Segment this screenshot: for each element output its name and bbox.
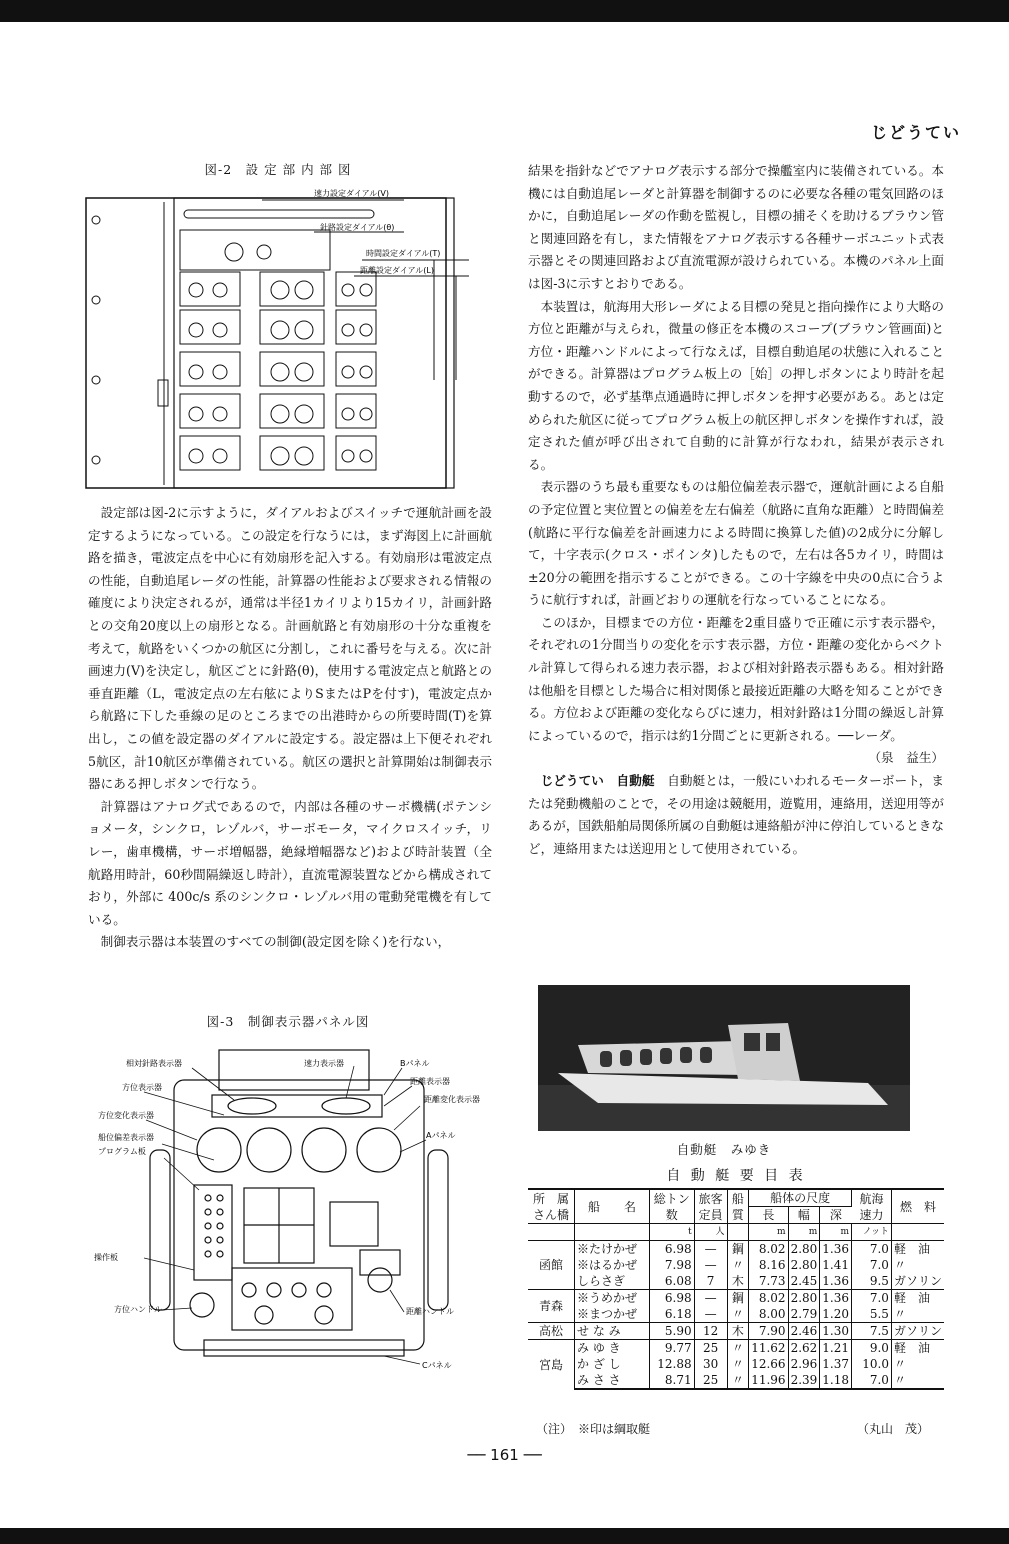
fig3-label-c-panel: Cパネル [422,1361,452,1370]
unit-cell: 人 [694,1224,727,1241]
table-row [528,1323,944,1340]
depth-cell: 1.36 [820,1241,852,1258]
tonnage-cell: 9.77 [650,1340,695,1357]
unit-cell [575,1224,650,1241]
name-cell: せ な み [575,1323,650,1340]
fig3-label-bearing-handle: 方位ハンドル [114,1305,162,1314]
table-row [528,1273,944,1290]
capacity-cell: — [694,1241,727,1258]
figure-2-caption: 図-2 設 定 部 内 部 図 [204,162,352,177]
speed-cell: 5.5 [852,1306,892,1323]
tonnage-cell: 6.08 [650,1273,695,1290]
name-cell: ※はるかぜ [575,1257,650,1273]
col-speed: 航海速力 [852,1189,892,1224]
col-tonnage: 総トン数 [650,1189,695,1224]
speed-cell: 7.0 [852,1257,892,1273]
author-signature: （泉 益生） [868,750,944,766]
tonnage-cell: 5.90 [650,1323,695,1340]
photo-caption: 自動艇 みゆき [676,1142,772,1157]
width-cell: 2.80 [788,1241,820,1258]
col-dimensions: 船体の尺度 [749,1189,852,1207]
fig3-label-b-panel: Bパネル [400,1059,430,1068]
material-cell: 木 [727,1323,749,1340]
fig2-label-l-dial: 距離設定ダイアル(L) [360,266,434,275]
material-cell: 鋼 [727,1290,749,1307]
dictionary-entry [528,770,944,860]
fig3-label-bearing-change: 方位変化表示器 [98,1111,154,1120]
name-cell: しらさぎ [575,1273,650,1290]
length-cell: 7.90 [749,1323,788,1340]
depth-cell: 1.18 [820,1372,852,1389]
fig3-label-bearing-indicator: 方位表示器 [122,1083,162,1092]
length-cell: 7.73 [749,1273,788,1290]
tonnage-cell: 7.98 [650,1257,695,1273]
depth-cell: 1.41 [820,1257,852,1273]
paragraph: 表示器のうち最も重要なものは船位偏差表示器で，運航計画による自船の予定位置と実位置との偏差を左右偏差（航路に直角な距離）と時間偏差(航路に平行な偏差を計画速力による時間に換算した値)の2成分に分解して，十字表示(クロス・ポインタ)したもので，左右は各5カイリ，時間は ±20分の範囲を指示することができる。この十字線を中央の0点に合うように航行すれば，計画どおりの運航を行なっていることになる。 [528,479,944,608]
material-cell: 〃 [727,1306,749,1323]
material-cell: 〃 [727,1257,749,1273]
col-depth: 深 [820,1207,852,1224]
tonnage-cell: 12.88 [650,1356,695,1372]
length-cell: 8.00 [749,1306,788,1323]
entry-headword: じどうてい 自動艇 [540,773,655,789]
fig3-label-operation: 操作板 [94,1253,118,1262]
page-number: ── 161 ── [467,1446,542,1464]
depth-cell: 1.37 [820,1356,852,1372]
name-cell: ※まつかぜ [575,1306,650,1323]
col-width: 幅 [788,1207,820,1224]
top-border-bar [0,0,1009,22]
depth-cell: 1.20 [820,1306,852,1323]
figure-3-control-panel [84,1040,494,1380]
material-cell: 木 [727,1273,749,1290]
paragraph: 設定部は図-2に示すように，ダイアルおよびスイッチで運航計画を設定するようになっている。この設定を行なうには，まず海図上に計画航路を描き，電波定点を中心に有効扇形を記入する。有効扇形は電波定点の性能，自動追尾レーダの性能，計算器の性能および要求される情報の確度により決定されるが，通常は半径1カイリより15カイリ，計画針路との交角20度以上の扇形となる。計画航路と有効扇形の十分な重複を考えて，航路をいくつかの航区に分割し，これに番号を与える。次に計画速力(V)を決定し，航区ごとに針路(θ)，使用する電波定点と航路との垂直距離（L，電波定点の左右舷によりSまたはPを付す)，電波定点から航路に下した垂線の足のところまでの出港時からの所要時間(T)を算出し，この値を設定器のダイアルに設定する。設定器は上下便それぞれ5航区，計10航区が準備されている。航区の選択と計算開始は制御表示器にある押しボタンで行なう。 [88,505,492,792]
boat-spec-table [528,1188,944,1390]
capacity-cell: — [694,1290,727,1307]
col-length: 長 [749,1207,788,1224]
speed-cell: 9.0 [852,1340,892,1357]
depth-cell: 1.21 [820,1340,852,1357]
width-cell: 2.45 [788,1273,820,1290]
unit-cell [727,1224,749,1241]
port-cell: 青森 [528,1290,575,1323]
col-fuel: 燃 料 [891,1189,944,1224]
unit-cell: m [788,1224,820,1241]
material-cell: 〃 [727,1356,749,1372]
table-row [528,1241,944,1258]
fig3-label-distance-handle: 距離ハンドル [406,1307,454,1316]
tonnage-cell: 6.98 [650,1290,695,1307]
capacity-cell: — [694,1257,727,1273]
speed-cell: 7.5 [852,1323,892,1340]
paragraph: 制御表示器は本装置のすべての制御(設定図を除く)を行ない， [100,934,451,950]
unit-cell [891,1224,944,1241]
bottom-border-bar [0,1528,1009,1544]
table-row [528,1372,944,1389]
fig3-label-program: プログラム板 [98,1147,146,1156]
fig3-label-distance-change: 距離変化表示器 [424,1095,480,1104]
depth-cell: 1.36 [820,1273,852,1290]
length-cell: 8.16 [749,1257,788,1273]
port-cell: 高松 [528,1323,575,1340]
speed-cell: 7.0 [852,1241,892,1258]
name-cell: ※たけかぜ [575,1241,650,1258]
unit-cell [528,1224,575,1241]
paragraph: このほか，目標までの方位・距離を2重目盛りで正確に示す表示器や，それぞれの1分間当りの変化を示す表示器，方位・距離の変化からベクトル計算して得られる速力表示器，および相対針路表示器もある。相対針路は他船を目標とした場合に相対関係と最接近距離の大略を知ることができる。方位および距離の変化ならびに速力，相対針路は1分間の繰返し計算によっているので，指示は約1分間ごとに更新される。──レーダ。 [528,614,944,743]
fuel-cell: 〃 [891,1372,944,1389]
capacity-cell: 30 [694,1356,727,1372]
fuel-cell: 軽 油 [891,1340,944,1357]
capacity-cell: 7 [694,1273,727,1290]
port-cell: 宮島 [528,1340,575,1390]
unit-cell: m [820,1224,852,1241]
fuel-cell: 〃 [893,1307,906,1321]
width-cell: 2.80 [788,1290,820,1307]
left-text-column [88,502,492,954]
depth-cell: 1.30 [820,1323,852,1340]
port-cell: 函館 [528,1241,575,1290]
photo-boat-miyuki [538,985,910,1131]
length-cell: 12.66 [749,1356,788,1372]
width-cell: 2.79 [788,1306,820,1323]
figure-3-caption: 図-3 制御表示器パネル図 [206,1014,370,1029]
material-cell: 〃 [727,1340,749,1357]
table-title: 自 動 艇 要 目 表 [666,1168,806,1184]
capacity-cell: 12 [694,1323,727,1340]
table-row [528,1306,944,1323]
table-row [528,1340,944,1357]
fuel-cell: ガソリン [891,1323,944,1340]
col-material: 船質 [727,1189,749,1224]
fig2-label-theta-dial: 針路設定ダイアル(θ) [320,223,395,232]
length-cell: 8.02 [749,1290,788,1307]
capacity-cell: 25 [694,1340,727,1357]
speed-cell: 7.0 [852,1372,892,1389]
name-cell: か ざ し [575,1356,650,1372]
fuel-cell: 〃 [893,1258,906,1272]
table-row [528,1290,944,1307]
paragraph: 計算器はアナログ式であるので，内部は各種のサーボ機構(ポテンショメータ，シンクロ，レゾルバ，サーボモータ，マイクロスイッチ，リレー，歯車機構，サーボ増幅器，絶縁増幅器など)および時計装置（全航路用時計，60秒間隔繰返し時計），直流電源装置などから構成されており，外部に 400c/s 系のシンクロ・レゾルバ用の電動発電機を有している。 [88,798,492,927]
length-cell: 11.62 [749,1340,788,1357]
speed-cell: 10.0 [852,1356,892,1372]
capacity-cell: — [694,1306,727,1323]
fuel-cell: 〃 [893,1357,906,1371]
tonnage-cell: 8.71 [650,1372,695,1389]
table-author: （丸山 茂） [856,1422,929,1436]
width-cell: 2.39 [788,1372,820,1389]
fig3-label-distance-indicator: 距離表示器 [410,1077,450,1086]
unit-cell: m [749,1224,788,1241]
table-row [528,1257,944,1273]
fig3-label-a-panel: Aパネル [426,1131,456,1140]
figure-2-settings-interior [84,180,484,490]
unit-cell: ノット [852,1224,892,1241]
material-cell: 〃 [727,1372,749,1389]
right-text-column [528,160,944,860]
material-cell: 鋼 [727,1241,749,1258]
paragraph: 本装置は，航海用大形レーダによる目標の発見と指向操作により大略の方位と距離が与えられ，微量の修正を本機のスコープ(ブラウン管画面)と方位・距離ハンドルによって行なえば，目標自動追尾の状態に入れることができる。計算器はプログラム板上の［始］の押しボタンにより時計を起動するので，必ず基準点通過時に押しボタンを押す必要がある。あとは定められた航区に従ってプログラム板上の航区押しボタンを操作すれば，設定された値が呼び出されて自動的に計算が行なわれ，結果が表示される。 [528,298,944,472]
paragraph: 結果を指針などでアナログ表示する部分で操艦室内に装備されている。本機には自動追尾レーダと計算器を制御するのに必要な各種の電気回路のほかに，自動追尾レーダの作動を監視し，目標の捕そくを助けるブラウン管と関連回路を有し，また情報をアナログ表示する各種サーボユニット式表示器とその関連回路および直流電源が設けられている。本機のパネル上面は図-3に示すとおりである。 [528,163,944,291]
length-cell: 8.02 [749,1241,788,1258]
name-cell: ※うめかぜ [575,1290,650,1307]
width-cell: 2.96 [788,1356,820,1372]
units-row [528,1224,944,1241]
name-cell: み ゆ き [575,1340,650,1357]
width-cell: 2.62 [788,1340,820,1357]
entry-text: 自動艇とは，一般にいわれるモーターボート，または発動機船のことで，その用途は競艇用，遊覧用，連絡用，送迎用等があるが，国鉄船舶局関係所属の自動艇は連絡船が沖に停泊しているときなど，連絡用または送迎用として使用されている。 [528,773,945,856]
fuel-cell: 軽 油 [891,1290,944,1307]
fig3-label-speed-indicator: 速力表示器 [304,1059,344,1068]
depth-cell: 1.36 [820,1290,852,1307]
capacity-cell: 25 [694,1372,727,1389]
col-port: 所 属さん橋 [528,1189,575,1224]
speed-cell: 7.0 [852,1290,892,1307]
width-cell: 2.80 [788,1257,820,1273]
col-name: 船 名 [575,1189,650,1224]
unit-cell: t [650,1224,695,1241]
fig2-label-v-dial: 速力設定ダイアル(V) [314,189,389,198]
tonnage-cell: 6.18 [650,1306,695,1323]
tonnage-cell: 6.98 [650,1241,695,1258]
fuel-cell: 軽 油 [891,1241,944,1258]
col-capacity: 旅客定員 [694,1189,727,1224]
table-row [528,1356,944,1372]
length-cell: 11.96 [749,1372,788,1389]
fig3-label-relative-course: 相対針路表示器 [126,1059,182,1068]
fig3-label-deviation: 船位偏差表示器 [98,1133,154,1142]
speed-cell: 9.5 [852,1273,892,1290]
width-cell: 2.46 [788,1323,820,1340]
table-note: （注） ※印は綱取艇 [536,1422,651,1436]
fig2-label-t-dial: 時間設定ダイアル(T) [366,249,441,258]
fuel-cell: ガソリン [893,1274,942,1288]
running-head: じどうてい [870,123,961,142]
name-cell: み さ さ [575,1372,650,1389]
